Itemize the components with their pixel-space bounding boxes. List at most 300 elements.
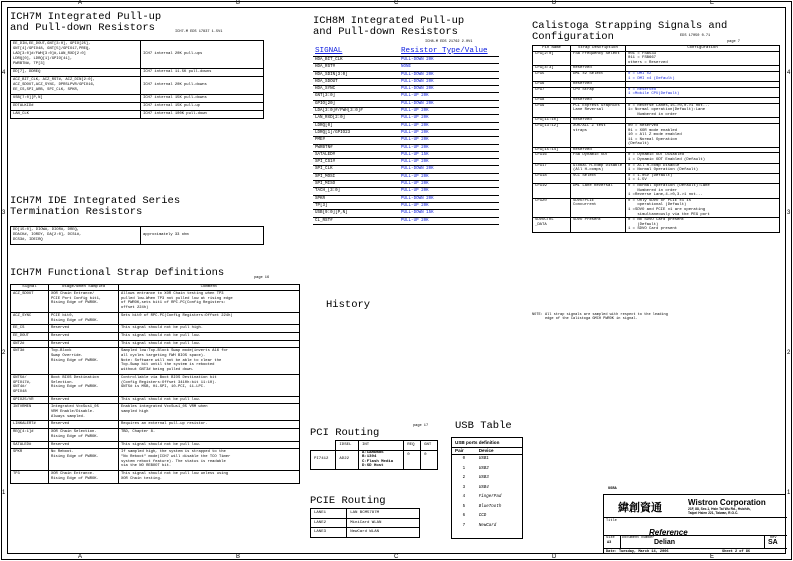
fs-cell-1: Boot BIOS Destination Selection. Rising Edge of PWROK. [49, 374, 119, 396]
cal-cell-1: CPU Strap [571, 87, 626, 97]
ich8m-row [313, 64, 499, 71]
usb-device: USB2 [478, 466, 489, 471]
calistoga-note: NOTE: All strap signals are sampled with respect to the leading edge of the Calistoga GMCH PWROK in signal. [532, 313, 668, 321]
ich8m-header: Resistor Type/Value [399, 47, 499, 57]
usb-row [452, 474, 522, 484]
cal-header: Configuration [626, 46, 780, 52]
ich8m-signal: SATALED# [313, 151, 399, 158]
fs-header: Usage/When Sampled [49, 285, 119, 291]
fs-cell-0: SATALED# [11, 441, 49, 449]
cal-cell-0: CFG18 [533, 173, 571, 183]
doc-label: Document Number [622, 536, 655, 540]
ich8m-row [313, 151, 499, 158]
cal-row [533, 163, 780, 173]
pci-routing-title: PCI Routing [310, 427, 380, 439]
cal-cell-0: CFG[4:3] [533, 66, 571, 72]
cal-cell-1: XOR/ALL Z test straps [571, 123, 626, 147]
ich8m-signal: HDA_SYNC [313, 86, 399, 93]
ich8m-row [313, 181, 499, 188]
cal-row [533, 71, 780, 81]
frame-col-marker: E [710, 0, 715, 6]
calistoga-title: Calistoga Strapping Signals and Configuration [532, 20, 728, 43]
cal-cell-1: Reserved [571, 97, 626, 103]
ich8m-resistor: PULL-UP 20K [399, 115, 499, 122]
ich8m-resistor: PULL-DOWN 20K [399, 195, 499, 202]
frame-col-marker: C [394, 554, 399, 560]
fs-cell-0: ACZ_SDOUT [11, 291, 49, 313]
pull-signals: LAN_CLK [11, 111, 141, 119]
ich7m-fs-title: ICH7M Functional Strap Definitions [10, 267, 225, 279]
pull-row [11, 103, 264, 111]
calistoga-ref: EDS 17050 0.71 [680, 34, 711, 38]
ich8m-row [313, 86, 499, 93]
fs-cell-1: Reserved [49, 396, 119, 404]
usb-title: USB Table [455, 420, 512, 432]
ich8m-resistor: PULL-UP 20K [399, 173, 499, 180]
cal-cell-0: CFG9 [533, 103, 571, 118]
ich8m-signal: HDA_BIT_CLK [313, 57, 399, 64]
fs-cell-0: GPIO25/VR [11, 396, 49, 404]
cal-row [533, 153, 780, 163]
doc-value: Delian [654, 539, 676, 546]
ich8m-row [313, 217, 499, 224]
ich8m-row [313, 144, 499, 151]
frame-row-marker: 1 [787, 490, 791, 496]
ich8m-signal: TP[3] [313, 202, 399, 209]
fs-cell-1: XOR Chain Entrance. Rising Edge of PWROK. [49, 471, 119, 483]
cal-cell-1: Reserved [571, 118, 626, 124]
pcie-routing-title: PCIE Routing [310, 495, 386, 507]
cal-cell-0: CFG[13:12] [533, 123, 571, 147]
cal-cell-1: Reserved [571, 147, 626, 153]
fs-cell-1: Reserved [49, 340, 119, 348]
pull-signals: EE_DIN,EE_DOUT,GNT[3:0], GPIO[25], GNT[4]/GPIO48, GNT[5]/GPIO17,PREQ, LAD[3:0]#/FWH[3:0]#,LAN_RXD[2:0] LDRQ[0], LDRQ[1]/GPIO[41], PWRBTN#, TP[3] [11, 41, 141, 69]
usb-row [452, 522, 522, 532]
fs-row [11, 340, 300, 348]
cal-cell-0: CFG6 [533, 82, 571, 88]
pcie-lane: LANE3 [311, 528, 347, 538]
fs-cell-2: This signal should not be pull low. [119, 441, 300, 449]
cal-cell-0: CFG20 [533, 198, 571, 217]
usb-pair: 2 [462, 476, 466, 480]
cal-cell-2: 0 = Reverse Lanes,15->0,0->1 not... 1= Normal operation(Default):Lane Numbered in order [626, 103, 780, 118]
cal-cell-2: 0 = Only SDVO or PCIE x1 is operational (Default) 1 =SDVO and PCIE x1 are operating simultaneously via the PEG port [626, 198, 780, 217]
ich8m-resistor: PULL-UP 20K [399, 217, 499, 224]
pull-row [11, 95, 264, 103]
cal-cell-2: 0 = DMI x2 1 = DMI x4 (Default) [626, 71, 780, 81]
ich8m-row [313, 122, 499, 129]
cal-cell-0: CFG[15:14] [533, 147, 571, 153]
fs-row [11, 404, 300, 421]
ich8m-signal: TACH_[3:0] [313, 188, 399, 195]
ich8m-signal: SPKR [313, 195, 399, 202]
pcie-row [311, 528, 420, 538]
ich8m-resistor: PULL-UP 20K [399, 202, 499, 209]
frame-row-marker: 1 [2, 490, 6, 496]
fs-cell-1: Reserved [49, 325, 119, 333]
pci-dev: PI7412 [311, 450, 336, 469]
usb-device: USB3 [478, 476, 489, 480]
ich8m-row [313, 115, 499, 122]
pci-routing-page: page 17 [413, 424, 429, 428]
fs-row [11, 471, 300, 483]
ich8m-resistor: PULL-UP 20K [399, 188, 499, 195]
pcie-device: NewCard WLAN [347, 528, 420, 538]
pull-signals: USB[7:0][P,N] [11, 95, 141, 103]
fs-cell-2: This signal should not be pull low. [119, 332, 300, 340]
usb-head-device: Device [476, 448, 522, 455]
frame-col-marker: A [78, 0, 83, 6]
usb-pair: 0 [462, 457, 466, 461]
history-title: History [326, 299, 371, 311]
fs-cell-1: Reserved [49, 332, 119, 340]
rev-label: Rev [770, 536, 777, 540]
ich7m-fs-table [10, 284, 300, 484]
frame-col-marker: D [552, 0, 557, 6]
usb-row [452, 465, 522, 475]
ich7m-pull-ref: ICH7-M EDS 17837 1.5V1 [175, 30, 223, 34]
pcie-device: MiniCard WLAN [347, 518, 420, 528]
fs-cell-2: Controllable via Boot BIOS Destination bit (Config Registers:Offset 3410h:bit 11:10). GNT5# is MSB, 01-SPI, 10-PCI, 11-LPC. [119, 374, 300, 396]
cal-cell-2: 001 = FSB533 011 = FSB667 others = Reserved [626, 51, 780, 66]
ich8m-row [313, 173, 499, 180]
ich8m-signal: LDRQ[1]/GPIO23 [313, 129, 399, 136]
pull-signals: DD[7], DDREQ [11, 69, 141, 77]
pcie-device: LAN BCM5787M [347, 509, 420, 519]
frame-col-marker: D [552, 554, 557, 560]
cal-row [533, 87, 780, 97]
cal-cell-0: CFG5 [533, 71, 571, 81]
pull-row [11, 69, 264, 77]
usb-device: NewCard [478, 523, 497, 528]
ich8m-resistor: PULL-UP 20K [399, 129, 499, 136]
cal-cell-1: Reserved [571, 66, 626, 72]
pull-type: ICH7 internal 11.5K pull-downs [141, 69, 264, 77]
fs-row [11, 429, 300, 441]
pci-head-gnt: GNT [421, 441, 438, 451]
cal-cell-0: CFG16 [533, 153, 571, 163]
pull-row [11, 77, 264, 95]
ich8m-resistor: PULL-DOWN 20K [399, 78, 499, 85]
frame-col-marker: B [236, 554, 241, 560]
cal-cell-1: PCI Express Graphics Lane Reversal [571, 103, 626, 118]
ich7m-pull-table [10, 40, 264, 119]
fs-cell-2: Sets bit0 of RPC.PC(Config Registers:Offset 224h) [119, 312, 300, 324]
ich8m-signal: PWRBTN# [313, 144, 399, 151]
ich8m-resistor: PULL-DOWN 20K [399, 166, 499, 173]
usb-table-box [451, 437, 523, 539]
cal-row [533, 123, 780, 147]
cal-row [533, 198, 780, 217]
pcie-row [311, 509, 420, 519]
frame-col-marker: A [78, 554, 83, 560]
ich8m-title: ICH8M Integrated Pull-up and Pull-down Resistors [313, 15, 465, 38]
pcie-row [311, 518, 420, 528]
usb-pair: 1 [462, 466, 466, 471]
fs-row [11, 421, 300, 429]
fs-row [11, 291, 300, 313]
fs-cell-1: No Reboot. Rising Edge of PWROK. [49, 449, 119, 471]
pull-type: ICH7 internal 15K pull-downs [141, 95, 264, 103]
fs-cell-1: Reserved [49, 421, 119, 429]
ich8m-signal: USB[9:0][P,N] [313, 210, 399, 217]
cal-row [533, 51, 780, 66]
pull-signals: DDTALKID# [11, 103, 141, 111]
frame-row-marker: 2 [2, 350, 6, 356]
ich8m-signal: LAN_RXD[2:0] [313, 115, 399, 122]
ich7m-pull-title: ICH7M Integrated Pull-up and Pull-down Resistors [10, 11, 162, 34]
usb-row [452, 455, 522, 465]
title-value: Reference [649, 528, 688, 537]
ich8m-row [313, 188, 499, 195]
fs-cell-0: GNT5#/ GPIO17#, GNT4#/ GPIO48 [11, 374, 49, 396]
pcie-lane: LANE2 [311, 518, 347, 528]
logo-text: 緯創資通 [618, 501, 662, 514]
usb-head-pair: Pair [452, 448, 476, 455]
usb-row [452, 503, 522, 513]
cal-cell-1: DMI x2 Select [571, 71, 626, 81]
cal-cell-1: Reserved [571, 82, 626, 88]
ide-value: approximately 33 ohm [141, 227, 264, 245]
frame-row-marker: 2 [787, 350, 791, 356]
fs-cell-2: TBD, Chapter 8. [119, 429, 300, 441]
cal-row [533, 173, 780, 183]
usb-pair: 4 [462, 495, 466, 499]
pci-req: 0 [404, 450, 421, 469]
fs-cell-2: Requires an external pull-up resistor. [119, 421, 300, 429]
fs-cell-1: PCIE bit0, Rising Edge of PWROK. [49, 312, 119, 324]
cal-cell-0: CFG8 [533, 97, 571, 103]
pull-row [11, 111, 264, 119]
ich8m-resistor: PULL-UP 20K [399, 122, 499, 129]
fs-cell-0: ACZ_SYNC [11, 312, 49, 324]
fs-cell-1: Top-Block Swap Override. Rising Edge of PWROK. [49, 348, 119, 375]
fs-header: Comment [119, 285, 300, 291]
ich8m-resistor: PULL-UP 20K [399, 159, 499, 166]
fs-cell-0: INTVRMEN [11, 404, 49, 421]
ich8m-resistor: PULL-UP 20K [399, 144, 499, 151]
ich8m-resistor: PULL-DOWN 20K [399, 86, 499, 93]
cal-cell-1: Global H-comp Disable (All H-comps) [571, 163, 626, 173]
cal-cell-2: 0 = All H-comp Disable 1 = Normal Operation (Default) [626, 163, 780, 173]
usb-pair: 5 [462, 504, 466, 509]
cal-cell-0: CFG17 [533, 163, 571, 173]
ich8m-signal: SPI_CS1# [313, 159, 399, 166]
title-block [603, 494, 786, 554]
usb-row [452, 484, 522, 494]
frame-row-marker: 4 [787, 70, 791, 76]
ich8m-resistor: PULL-UP 15K [399, 151, 499, 158]
frame-row-marker: 4 [2, 70, 6, 76]
ich8m-resistor: NONE [399, 64, 499, 71]
fs-cell-0: REQ[4:1]# [11, 429, 49, 441]
fs-cell-1: XOR Chain Selection. Rising Edge of PWROK. [49, 429, 119, 441]
pull-type: ICH7 internal 20K pull-ups [141, 41, 264, 69]
ich8m-row [313, 129, 499, 136]
usb-device: BlueTooth [478, 504, 502, 509]
ich8m-row [313, 166, 499, 173]
pcie-lane: LANE1 [311, 509, 347, 519]
pci-head-req: REQ [404, 441, 421, 451]
ich8m-ref: ICH8-M EDS 21762 2.0V1 [425, 40, 473, 44]
ich8m-signal: SPI_MISO [313, 181, 399, 188]
cal-cell-1: DMI Lane Reversal [571, 184, 626, 199]
fs-header: Signal [11, 285, 49, 291]
fs-cell-1: Integrated VccSus1_05 VRM Enable/Disable. Always sampled. [49, 404, 119, 421]
usb-pair: 6 [462, 514, 466, 518]
title-label: Title [606, 519, 617, 523]
ich7m-fs-page: page 16 [254, 276, 270, 280]
fs-cell-2: This signal should not be pull low unless using XOR Chain testing. [119, 471, 300, 483]
fs-cell-0: GNT3# [11, 348, 49, 375]
fs-cell-2: Sampled low:Top-Block Swap mode(inverts A16 for all cycles targeting FWH BIOS space). Note: Software will not be able to clear the Top-Swap bit until the system is rebooted without GNT3# being pulled down. [119, 348, 300, 375]
usb-device: CCD [478, 514, 487, 518]
fs-cell-0: GNT2# [11, 340, 49, 348]
usb-pair: 7 [462, 523, 466, 528]
cal-cell-1: FSB Dynamic ODT [571, 153, 626, 163]
ich8m-resistor: PULL-UP 20K [399, 181, 499, 188]
fs-cell-0: EE_DOUT [11, 332, 49, 340]
usb-device: USB1 [478, 457, 489, 461]
cal-cell-2: 0 = Reserved 1 =Mobile CPU(Default) [626, 87, 780, 97]
fs-cell-0: TP3 [11, 471, 49, 483]
fs-cell-2: This signal should not be pull low. [119, 396, 300, 404]
ich8m-signal: HDA_SDIN[3:0] [313, 71, 399, 78]
date-value: Date: Tuesday, March 14, 2006 [606, 549, 669, 554]
cal-cell-0: CFG7 [533, 87, 571, 97]
ich8m-row [313, 93, 499, 100]
fs-cell-2: Allows entrance to XOR Chain testing when TP3 pulled low.When TP3 not pulled low at rising edge of PWROK,sets bit1 of RPC.PC(Config Registers: offset 224h) [119, 291, 300, 313]
size-label: Size [606, 536, 615, 540]
ich8m-resistor: PULL-UP 20K [399, 108, 499, 115]
ich8m-signal: HDA_SDOUT [313, 78, 399, 85]
ich8m-row [313, 108, 499, 115]
fs-row [11, 348, 300, 375]
pci-gnt: 0 [421, 450, 438, 469]
usb-device: FingerPad [478, 495, 502, 499]
ich8m-signal: LDA[3:0]#/FWH[3:0]# [313, 108, 399, 115]
ich8m-signal: GPIO[20] [313, 100, 399, 107]
ich8m-row [313, 137, 499, 144]
ich8m-resistor: PULL-DOWN 20K [399, 57, 499, 64]
ich8m-signal: HDA_RST# [313, 64, 399, 71]
cal-cell-1: SDVO/PCIE Concurrent [571, 198, 626, 217]
ich7m-ide-table [10, 226, 264, 245]
fs-row [11, 312, 300, 324]
fs-cell-2: Enables integrated VccSus1_05 VRM when sampled high [119, 404, 300, 421]
usb-device: USB4 [478, 485, 489, 490]
ich8m-row [313, 100, 499, 107]
fs-cell-2: If sampled high, the system is strapped to the "No Reboot" mode(ICH7 will disable the TCO Timer system reboot feature). The status is readable via the NO REBOOT bit. [119, 449, 300, 471]
frame-col-marker: B [236, 0, 241, 6]
fs-row [11, 396, 300, 404]
cal-cell-0: CFG[11:10] [533, 118, 571, 124]
cal-cell-2: 00 = Reserved 01 = XOR mode enabled 10 = All Z mode enabled 11 = Normal Operation (Default) [626, 123, 780, 147]
usb-pair: 3 [462, 485, 466, 490]
fs-row [11, 325, 300, 333]
cal-header: Pin Name [533, 46, 571, 52]
cal-cell-1: VCC Select [571, 173, 626, 183]
fs-cell-0: EE_CS [11, 325, 49, 333]
ich8m-row [313, 195, 499, 202]
pcie-routing-table [310, 508, 420, 538]
ich8m-signal: GNT[3:0] [313, 93, 399, 100]
ich8m-row [313, 210, 499, 217]
ich8m-resistor: PULL-UP 20K [399, 137, 499, 144]
ich8m-row [313, 71, 499, 78]
usb-subtitle: USB ports definition [452, 438, 522, 448]
fs-row [11, 374, 300, 396]
pci-idsel: AD22 [336, 450, 359, 469]
pci-int: A:CARDBUS B:1394 C:Flash Media D:SD Host [358, 450, 403, 469]
pci-head-idsel: IDSEL [336, 441, 359, 451]
fs-cell-1: Reserved [49, 441, 119, 449]
ich8m-signal: LDRQ[0] [313, 122, 399, 129]
pci-head-int: INT [358, 441, 403, 451]
ich8m-signal: PME# [313, 137, 399, 144]
cal-cell-2: 0 = 1.05V (Default) 1 = 1.5V [626, 173, 780, 183]
frame-row-marker: 3 [2, 210, 6, 216]
cal-row [533, 103, 780, 118]
company-address: 21F, 88, Sec.1, Hsin Tai Wu Rd., Hsichih, Taipei Hsien 221, Taiwan, R.O.C. [688, 507, 751, 515]
pull-type: ICH7 internal 100K pull-down [141, 111, 264, 119]
fs-cell-2: This signal should not be pull low. [119, 340, 300, 348]
cal-cell-0: CFG[2:0] [533, 51, 571, 66]
sheet-value: Sheet 2 of 86 [722, 549, 751, 554]
cal-header: Strap Description [571, 46, 626, 52]
ich8m-resistor: PULL-UP 20K [399, 93, 499, 100]
frame-row-marker: 3 [787, 210, 791, 216]
ich8m-row [313, 78, 499, 85]
cal-cell-2: 0 = Normal operation (Default):Lane Numbered in order 1 =Reverse Lane,4->0,3->1 not... [626, 184, 780, 199]
fs-cell-0: LINKALERT# [11, 421, 49, 429]
pull-row [11, 41, 264, 69]
fs-row [11, 332, 300, 340]
cal-cell-0: CFG19 [533, 184, 571, 199]
company-name: Wistron Corporation [688, 498, 766, 507]
frame-col-marker: C [394, 0, 399, 6]
usra-label: USRA [608, 487, 617, 491]
cal-cell-1: FSB Frequency Select [571, 51, 626, 66]
ich8m-signal: SPI_MOSI [313, 173, 399, 180]
usb-row [452, 512, 522, 522]
fs-cell-1: XOR Chain Entrance/ PCIE Port Config bit1, Rising Edge of PWROK. [49, 291, 119, 313]
ich7m-ide-title: ICH7M IDE Integrated Series Termination Resistors [10, 195, 181, 218]
pull-type: ICH7 internal 20K pull-downs [141, 77, 264, 95]
cal-cell-2: 0 = No SDVO Card present (Default) 1 = SDVO Card present [626, 218, 780, 233]
pci-routing-table [310, 440, 438, 470]
fs-row [11, 441, 300, 449]
fs-cell-0: SPKR [11, 449, 49, 471]
ich8m-resistor: PULL-DOWN 15K [399, 210, 499, 217]
pull-signals: ACZ_BIT_CLK, ACZ_RST#, ACZ_DIN[2:0], ACZ_SDOUT,ACZ_SYNC, DPRSLPVR/GPIO16, EE_CS,SPI_ARB, SPI_CLK, SPKR, [11, 77, 141, 95]
fs-row [11, 449, 300, 471]
ide-signals: DD[15:0], DIOW#, DIOR#, DREQ, DDACK#, IORDY, DA[2:0], DCS1#, DCS3#, IDEIRQ [11, 227, 141, 245]
pull-type: ICH7 internal 15K pull-up [141, 103, 264, 111]
ich8m-row [313, 57, 499, 64]
ich8m-signal: CL_RST# [313, 217, 399, 224]
calistoga-table [532, 45, 780, 233]
ich8m-resistor: PULL-DOWN 20K [399, 100, 499, 107]
cal-row [533, 184, 780, 199]
usb-table [452, 448, 522, 531]
cal-cell-2: 0 = Dynamic ODT Disabled 1 = Dynamic ODT Enabled (Default) [626, 153, 780, 163]
cal-row [533, 218, 780, 233]
ich8m-header: SIGNAL [313, 47, 399, 57]
fs-cell-2: This signal should not be pull high. [119, 325, 300, 333]
rev-value: SA [768, 539, 778, 546]
ich8m-row [313, 202, 499, 209]
